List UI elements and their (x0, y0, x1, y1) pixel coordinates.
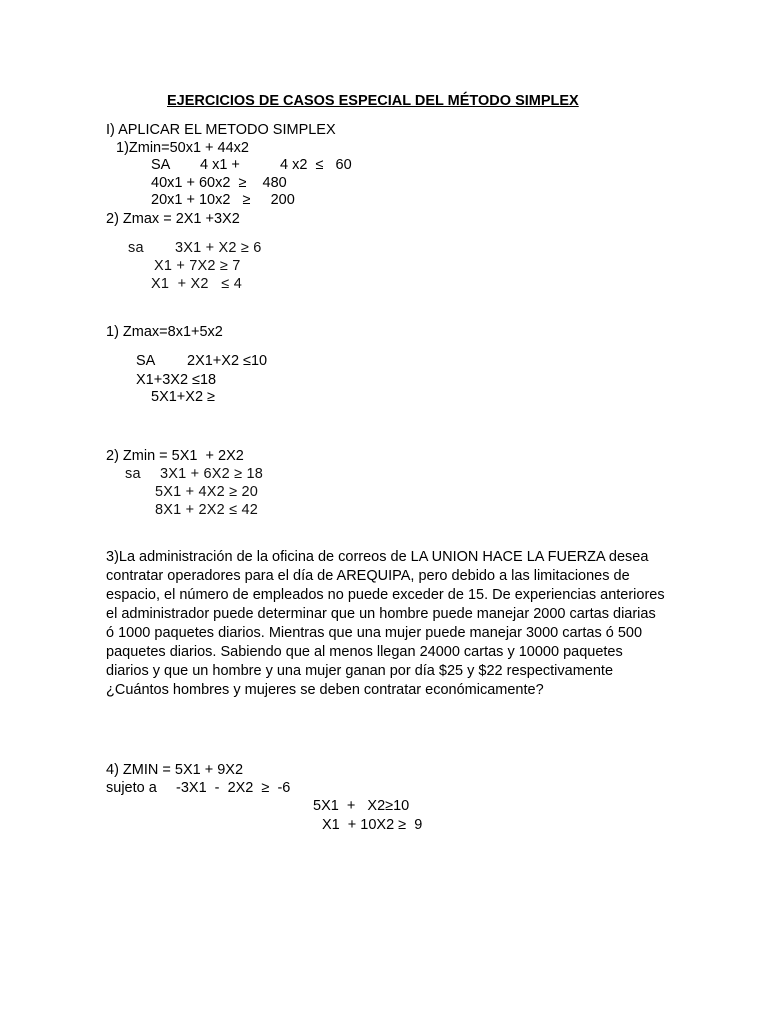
problem-6-subject-to-label: sujeto a (106, 780, 157, 796)
problem-2-constraint-3: X1 + X2 ≤ 4 (151, 276, 242, 292)
problem-5-statement: 3)La administración de la oficina de correos de LA UNION HACE LA FUERZA desea contratar operadores para el día de AREQUIPA, pero debido a las limitaciones de espacio, el número de empleados no puede exceder de 15. De experiencias anteriores el administrador puede determinar que un hombre puede manejar 2000 cartas diarias ó 1000 paquetes diarios. Mientras que una mujer puede manejar 3000 cartas ó 500 paquetes diarios. Sabiendo que al menos llegan 24000 cartas y 10000 paquetes diarios y que un hombre y una mujer ganan por día $25 y $22 respectivamente ¿Cuántos hombres y mujeres se deben contratar económicamente? (106, 549, 665, 698)
problem-3-sa-label: SA (136, 353, 156, 369)
problem-4-constraint-1: 3X1 + 6X2 ≥ 18 (160, 466, 264, 482)
problem-2-constraint-2: X1 + 7X2 ≥ 7 (154, 258, 241, 274)
problem-1-constraint-1-left: 4 x1 + (200, 157, 240, 173)
problem-2-constraint-1: 3X1 + X2 ≥ 6 (175, 240, 262, 256)
problem-3-constraint-2: X1+3X2 ≤18 (136, 372, 217, 388)
problem-1-constraint-3: 20x1 + 10x2 ≥ 200 (151, 192, 295, 208)
problem-1-objective: 1)Zmin=50x1 + 44x2 (116, 140, 249, 156)
problem-4-objective: 2) Zmin = 5X1 + 2X2 (106, 448, 244, 464)
problem-4-constraint-3: 8X1 + 2X2 ≤ 42 (155, 502, 259, 518)
problem-4-constraint-2: 5X1 + 4X2 ≥ 20 (155, 484, 259, 500)
problem-6-constraint-3: X1 + 10X2 ≥ 9 (322, 817, 423, 833)
problem-3-constraint-3: 5X1+X2 ≥ (151, 389, 215, 405)
problem-1-sa-label: SA (151, 157, 171, 173)
problem-6-objective: 4) ZMIN = 5X1 + 9X2 (106, 762, 244, 778)
problem-1-constraint-1-right: 4 x2 ≤ 60 (280, 157, 352, 173)
problem-2-sa-label: sa (128, 240, 144, 256)
problem-6-constraint-1: -3X1 - 2X2 ≥ -6 (176, 780, 291, 796)
problem-2-objective: 2) Zmax = 2X1 +3X2 (106, 211, 240, 227)
problem-3-constraint-1: 2X1+X2 ≤10 (187, 353, 268, 369)
problem-3-objective: 1) Zmax=8x1+5x2 (106, 324, 223, 340)
problem-4-sa-label: sa (125, 466, 141, 482)
section-heading: I) APLICAR EL METODO SIMPLEX (106, 122, 336, 138)
problem-1-constraint-2: 40x1 + 60x2 ≥ 480 (151, 175, 287, 191)
problem-6-constraint-2: 5X1 + X2≥10 (313, 798, 410, 814)
document-title: EJERCICIOS DE CASOS ESPECIAL DEL MÉTODO SIMPLEX (167, 93, 579, 109)
